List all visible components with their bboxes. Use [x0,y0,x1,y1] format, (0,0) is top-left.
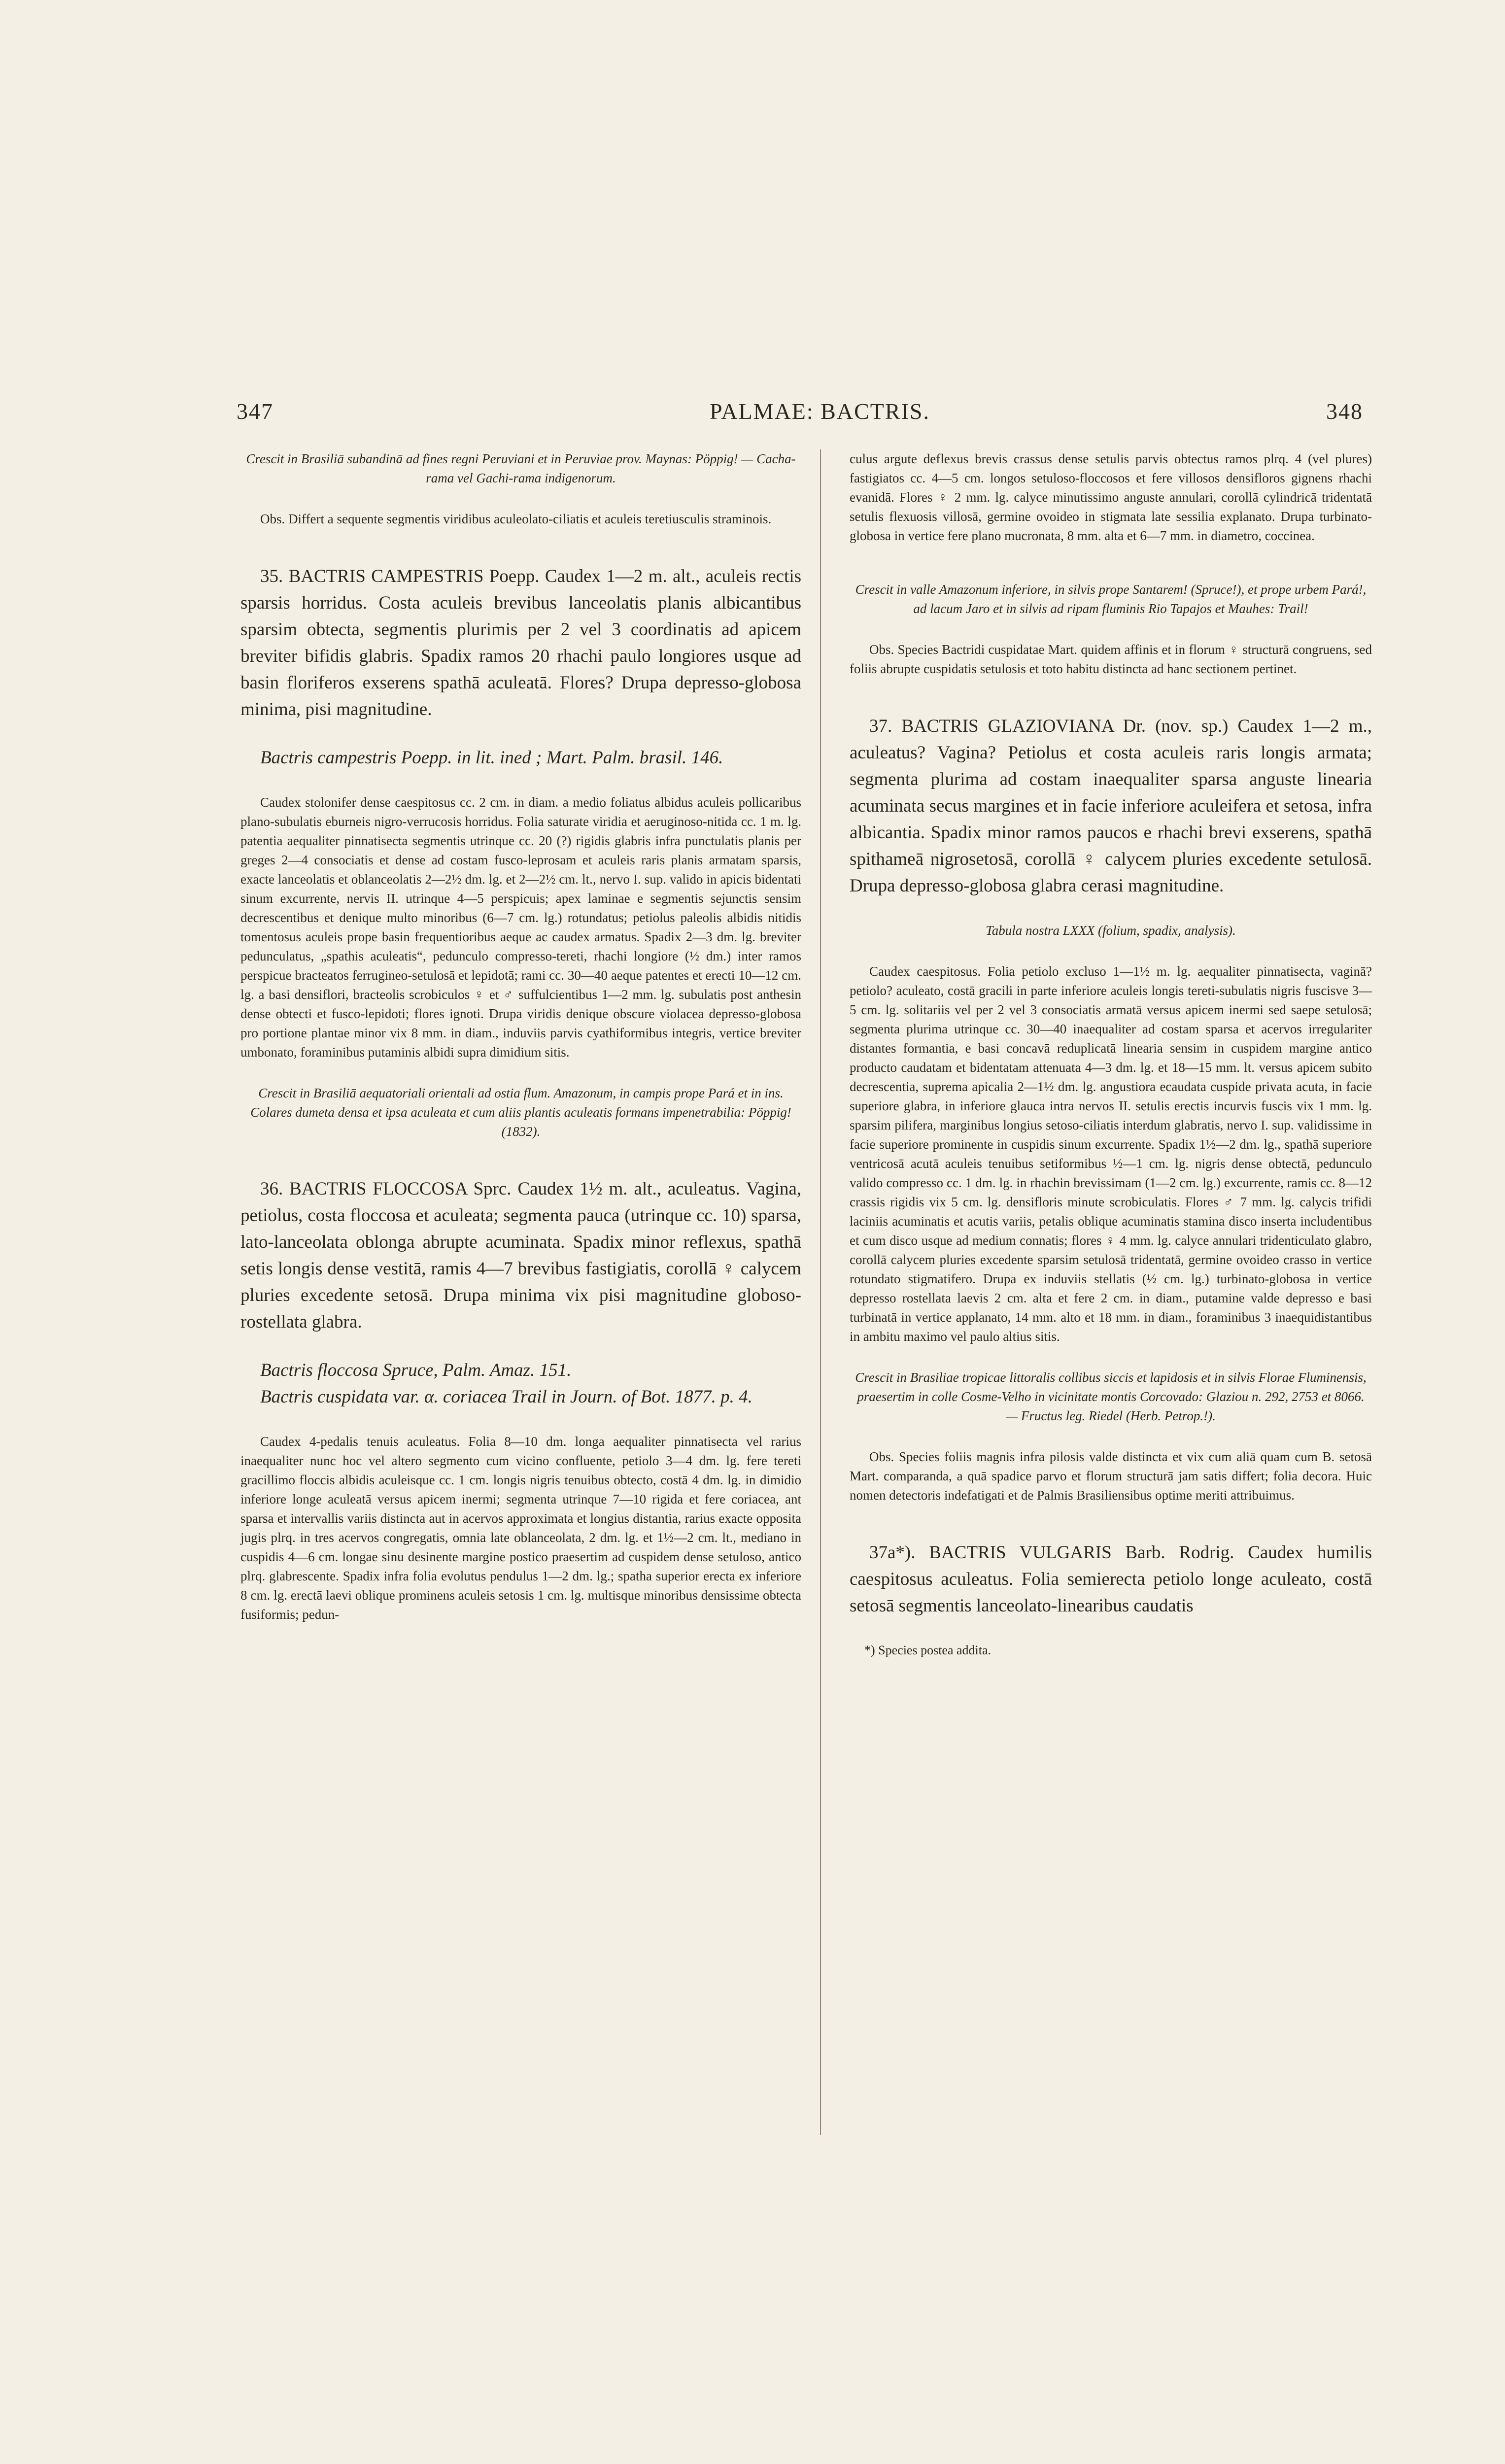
right-column [850,449,1372,1660]
obs-37: Obs. Species foliis magnis infra pilosis valde distincta et vix cum aliā quam cum B. setosā Mart. comparanda, a quā spadice parvo et florum structurā jam satis differt; folia decora. Huic nomen detectoris indefatigati et de Palmis Brasiliensibus optime meriti attribuimus. [850,1449,1372,1503]
page-number-left: 347 [237,399,274,424]
species-35-habitat: Crescit in Brasiliā aequatoriali orientali ad ostia flum. Amazonum, in campis prope Pará et in ins. Colares dumeta densa et ipsa aculeata et cum aliis plantis aculeatis formans impenetrabilia: Pöppig! (1832). [250,1086,791,1139]
species-37-heading: 37. BACTRIS GLAZIOVIANA Dr. (nov. sp.) Caudex 1—2 m., aculeatus? Vagina? Petiolus et costa aculeis raris longis armata; segmenta plurima ad costam inaequaliter sparsa anguste linearia acuminata secus margines et in facie inferiore aculeifera et setosa, infra albicantia. Spadix minor ramos paucos e rhachi brevi exserens, spathā spithameā nigrosetosā, corollā ♀ calycem pluries excedente setulosā. Drupa depresso-globosa glabra cerasi magnitudine. [850,716,1372,896]
species-37-plate: Tabula nostra LXXX (folium, spadix, analysis). [986,923,1236,938]
species-35-reference: Bactris campestris Poepp. in lit. ined ; Mart. Palm. brasil. 146. [260,748,723,768]
species-36-habitat: Crescit in valle Amazonum inferiore, in silvis prope Santarem! (Spruce!), et prope urbem Pará!, ad lacum Jaro et in silvis ad ripam fluminis Rio Tapajos et Mauhes: Trail! [855,582,1367,616]
obs-34: Obs. Differt a sequente segmentis viridibus aculeolato-ciliatis et aculeis teretiusculis straminois. [260,512,772,526]
species-36-heading: 36. BACTRIS FLOCCOSA Sprc. Caudex 1½ m. alt., aculeatus. Vagina, petiolus, costa floccosa et aculeata; segmenta pauca (utrinque cc. 10) sparsa, lato-lanceolata oblonga abrupte acuminata. Spadix minor reflexus, spathā setis longis dense vestitā, ramis 4—7 brevibus fastigiatis, corollā ♀ calycem pluries excedente setosā. Drupa minima vix pisi magnitudine globoso-rostellata glabra. [240,1179,801,1332]
species-36-reference-2: Bactris cuspidata var. α. coriacea Trail in Journ. of Bot. 1877. p. 4. [260,1387,752,1407]
obs-36: Obs. Species Bactridi cuspidatae Mart. quidem affinis et in florum ♀ structurā congruens, sed foliis abrupte cuspidatis setulosis et toto habitu distincta ad hanc sectionem pertinet. [850,642,1372,676]
running-title: PALMAE: BACTRIS. [710,399,930,424]
species-36-reference-1: Bactris floccosa Spruce, Palm. Amaz. 151. [260,1360,572,1380]
species-37-description: Caudex caespitosus. Folia petiolo excluso 1—1½ m. lg. aequaliter pinnatisecta, vaginā? petiolo? aculeato, costā gracili in parte inferiore aculeis longis tereti-subulatis nigris fuscisve 3—5 cm. lg. solitariis vel per 2 vel 3 consociatis armatā versus apicem inermi sed saepe setulosā; segmenta plurima utrinque cc. 30—40 inaequaliter ad costam sparsa et acervos irregulariter distantes formantia, e basi concavā reduplicatā linearia sensim in cuspidem margine antico producto caudatam et bidentatam attenuata 4—3 dm. lg. et 18—15 mm. lt. versus apicem subito decrescentia, suprema apicalia 2—1½ dm. lg. angustiora ecaudata cuspide privata acuta, in facie superiore glabra, in inferiore glauca intra nervos II. setulis erectis incurvis fuscis vix 1 mm. lg. sparsim pilifera, marginibus longius setoso-ciliatis interdum glabratis, nervo I. sup. validissime in facie superiore prominente in cuspidis sinum excurrente. Spadix 1½—2 dm. lg., spathā superiore ventricosā acutā aculeis tenuibus setiformibus ½—1 cm. lg. nigris dense obtectā, pedunculo valido compresso cc. 1 dm. lg. in rhachin brevissimam (1—2 cm. lg.) excurrente, ramis cc. 8—12 crassis rigidis vix 5 cm. lg. densifloris minute scrobiculatis. Flores ♂ 7 mm. lg. calycis trifidi laciniis acuminatis et acutis variis, petalis oblique acuminatis stamina disco inserta includentibus et cum disco usque ad medium connatis; flores ♀ 4 mm. lg. calyce annulari tridenticulato glabro, corollā calycem pluries excedente sparsim setulosā tridentatā, germine ovoideo crasso in vertice rotundato stigmatifero. Drupa ex induviis stellatis (½ cm. lg.) turbinato-globosa in vertice depresso rostellata laevis 2 cm. alta et fere 2 cm. in diam., putamine valde depresso e basi turbinatā in vertice applanato, 14 mm. alto et 18 mm. in diam., foraminibus 3 inaequidistantibus in ambitu maximo vel paulo altius sitis. [850,964,1372,1344]
species-37-habitat: Crescit in Brasiliae tropicae littoralis collibus siccis et lapidosis et in silvis Florae Fluminensis, praesertim in colle Cosme-Velho in vicinitate montis Corcovado: Glaziou n. 292, 2753 et 8066. — Fructus leg. Riedel (Herb. Petrop.!). [855,1370,1367,1423]
habitat-34: Crescit in Brasiliā subandinā ad fines regni Peruviani et in Peruviae prov. Maynas: Pöppig! — Cacha-rama vel Gachi-rama indigenorum. [246,451,796,485]
species-35-heading: 35. BACTRIS CAMPESTRIS Poepp. Caudex 1—2 m. alt., aculeis rectis sparsis horridus. Costa aculeis brevibus lanceolatis planis albicantibus sparsim obtecta, segmentis plurimis per 2 vel 3 coordinatis ad apicem breviter bifidis glabris. Spadix ramos 20 rhachi paulo longiores usque ad basin floriferos exserens spathā aculeatā. Flores? Drupa depresso-globosa minima, pisi magnitudine. [240,566,801,719]
species-36-description-cont: culus argute deflexus brevis crassus dense setulis parvis obtectus ramos plrq. 4 (vel plures) fastigiatos cc. 4—5 cm. longos setuloso-floccosos et fere villosos densifloros gignens rhachi evanidā. Flores ♀ 2 mm. lg. calyce minutissimo anguste annulari, corollā cylindricā tridentatā setulis flexuosis villosā, germine ovoideo in stigmata late sessilia explanato. Drupa turbinato-globosa in vertice fere plano mucronata, 8 mm. alta et 6—7 mm. in diametro, coccinea. [850,451,1372,543]
footnote: *) Species postea addita. [864,1643,992,1657]
page-number-right: 348 [1326,399,1363,424]
species-35-description: Caudex stolonifer dense caespitosus cc. 2 cm. in diam. a medio foliatus albidus aculeis pollicaribus plano-subulatis eburneis nigro-verrucosis horridus. Folia saturate viridia et aeruginoso-nitida cc. 1 m. lg. patentia aequaliter pinnatisecta segmentis utrinque cc. 20 (?) rigidis glabris infra punctulatis planis per greges 2—4 consociatis et dense ad costam fusco-leprosam et aculeis raris planis armatam sparsis, exacte lanceolatis et oblanceolatis 2—2½ dm. lg. et 2—2½ cm. lt., nervo I. sup. valido in apicis bidentati sinum excurrente, nervis II. utrinque 4—5 perspicuis; apex laminae e segmentis sejunctis sensim decrescentibus et denique multo minoribus (6—7 cm. lg.) rotundatus; petiolus paleolis albidis nitidis tomentosus aculeis prope basin frequentioribus aeque ac caudex armatus. Spadix 2—3 dm. lg. breviter pedunculatus, „spathis aculeatis“, pedunculo compresso-tereti, rhachi longiore (½ dm.) inter ramos perspicue bracteatos ferrugineo-setulosā et lepidotā; rami cc. 30—40 aeque patentes et erecti 10—12 cm. lg. a basi densiflori, bracteolis scrobiculos ♀ et ♂ suffulcientibus 1—2 mm. lg. subulatis post anthesin dense obtecti et fusco-lepidoti; flores ignoti. Drupa viridis denique obscure violacea depresso-globosa pro portione plantae minor vix 8 mm. in diam., induviis parvis cyathiformibus integris, vertice breviter umbonato, foraminibus putaminis albidi supra dimidium sitis. [240,795,801,1060]
left-column [240,449,801,1624]
species-37a-heading: 37a*). BACTRIS VULGARIS Barb. Rodrig. Caudex humilis caespitosus aculeatus. Folia semierecta petiolo longe aculeato, costā setosā segmentis lanceolato-linearibus caudatis [850,1542,1372,1616]
column-divider [820,449,821,2135]
species-36-description: Caudex 4-pedalis tenuis aculeatus. Folia 8—10 dm. longa aequaliter pinnatisecta vel rarius inaequaliter nunc hoc vel altero segmento cum vicino confluente, petiolo 3—4 dm. lg. fere tereti gracillimo floccis albidis aculeisque cc. 1 cm. longis nigris tenuibus obtecto, costā 4 dm. lg. in dimidio inferiore longe aculeatā versus apicem inermi; segmenta utrinque 7—10 rigida et fere coriacea, ant sparsa et intervallis variis distincta aut in acervos approximata et longius distantia, rarius exacte opposita jugis plrq. in tres acervos congregatis, omnia late oblanceolata, 2 dm. lg. et 1½—2 cm. lt., mediano in cuspidis 4—6 cm. longae sinu desinente margine postico praesertim ad cuspidem dense setuloso, antico plrq. glabrescente. Spadix infra folia evolutus pendulus 1—2 dm. lg.; spatha superior erecta ex inferiore 8 cm. lg. erectā laevi oblique prominens aculeis setosis 1 cm. lg. multisque minoribus densissime obtecta fusiformis; pedun- [240,1434,801,1622]
running-header [237,398,1363,438]
